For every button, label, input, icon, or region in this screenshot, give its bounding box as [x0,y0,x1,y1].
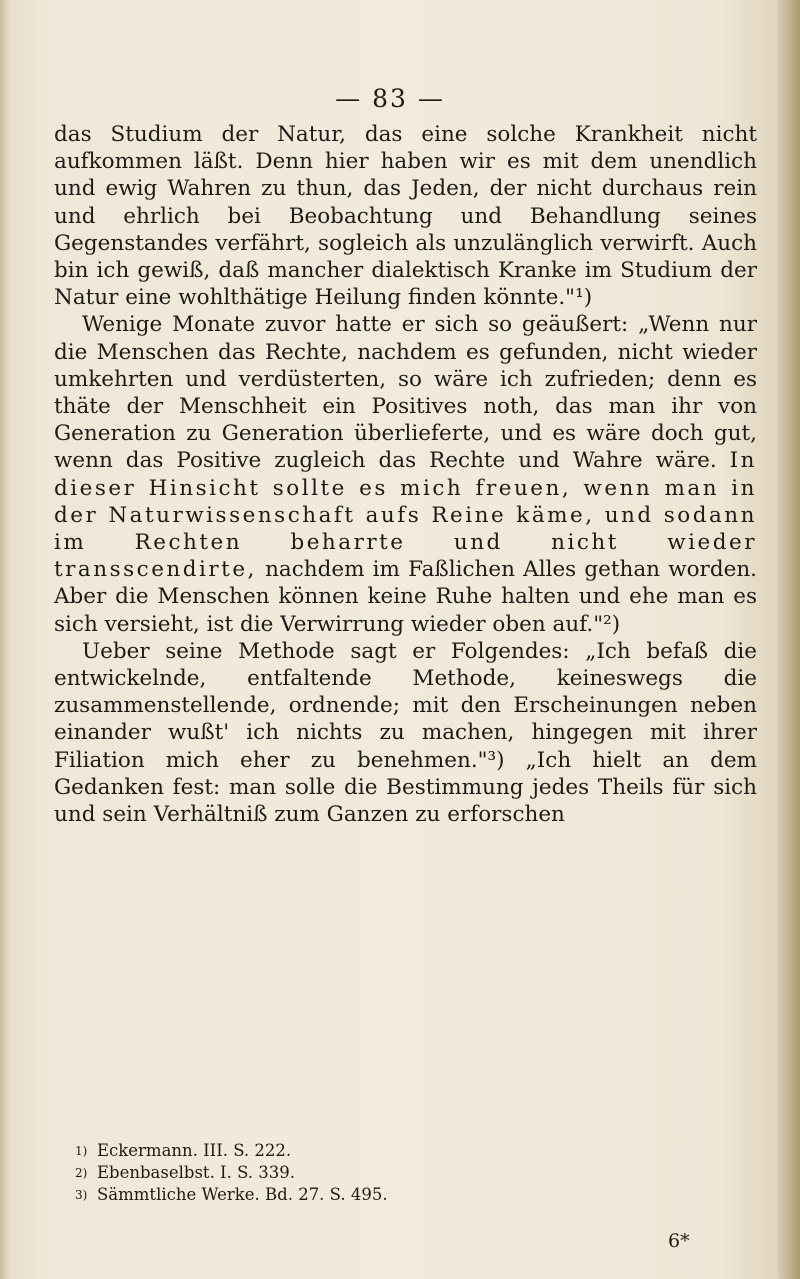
paragraph-2-emphasis: In dieser Hinsicht sollte es mich freuen, wenn man in der Naturwissenschaft aufs Reine käme, und sodann im Rechten beharrte und nicht wieder transscendirte, [54,448,757,583]
footnote-text: Ebenbaselbst. I. S. 339. [97,1163,296,1182]
paragraph-1-text: das Studium der Natur, das eine solche Krankheit nicht aufkommen läßt. Denn hier haben wir es mit dem unendlich und ewig Wahren zu thun, das Jeden, der nicht durchaus rein und ehrlich bei Beobachtung und Behandlung seines Gegenstandes verfährt, sogleich als unzulänglich verwirft. Auch bin ich gewiß, daß mancher dialektisch Kranke im Studium der Natur eine wohlthätige Heilung finden könnte."¹) [54,122,757,311]
paragraph-1 [54,121,757,311]
footnotes [75,1140,715,1206]
paragraph-3-text: Ueber seine Methode sagt er Folgendes: „Ich befaß die entwickelnde, entfaltende Methode, keineswegs die zusammenstellende, ordnende; mit den Erscheinungen neben einander wußt' ich nichts zu machen, hingegen mit ihrer Filiation mich eher zu benehmen."³) „Ich hielt an dem Gedanken fest: man solle die Bestimmung jedes Theils für sich und sein Verhältniß zum Ganzen zu erforschen [54,638,757,828]
paragraph-2-text-b: nachdem im Faßlichen Alles gethan worden. Aber die Menschen können keine Ruhe halten und ehe man es sich versieht, ist die Verwirrung wieder oben auf."²) [54,557,757,637]
page-number: — 83 — [335,84,445,113]
signature-mark: 6* [668,1230,690,1252]
footnote [75,1184,715,1206]
footnote-mark: 3) [75,1188,88,1202]
paragraph-2 [54,311,757,637]
gutter-shadow [0,0,10,1279]
page-edge [778,0,800,1279]
paragraph-3 [54,638,757,828]
footnote-text: Eckermann. III. S. 222. [97,1141,292,1160]
footnote-mark: 2) [75,1166,88,1180]
footnote [75,1162,715,1184]
footnote-mark: 1) [75,1144,88,1158]
body-text [54,121,757,828]
paragraph-2-text-a: Wenige Monate zuvor hatte er sich so geäußert: „Wenn nur die Menschen das Rechte, nachdem es gefunden, nicht wieder umkehrten und verdüsterten, so wäre ich zufrieden; denn es thäte der Menschheit ein Positives noth, das man ihr von Generation zu Generation überlieferte, und es wäre doch gut, wenn das Positive zugleich das Rechte und Wahre wäre. [54,312,757,474]
footnote-text: Sämmtliche Werke. Bd. 27. S. 495. [97,1185,388,1204]
footnote [75,1140,715,1162]
